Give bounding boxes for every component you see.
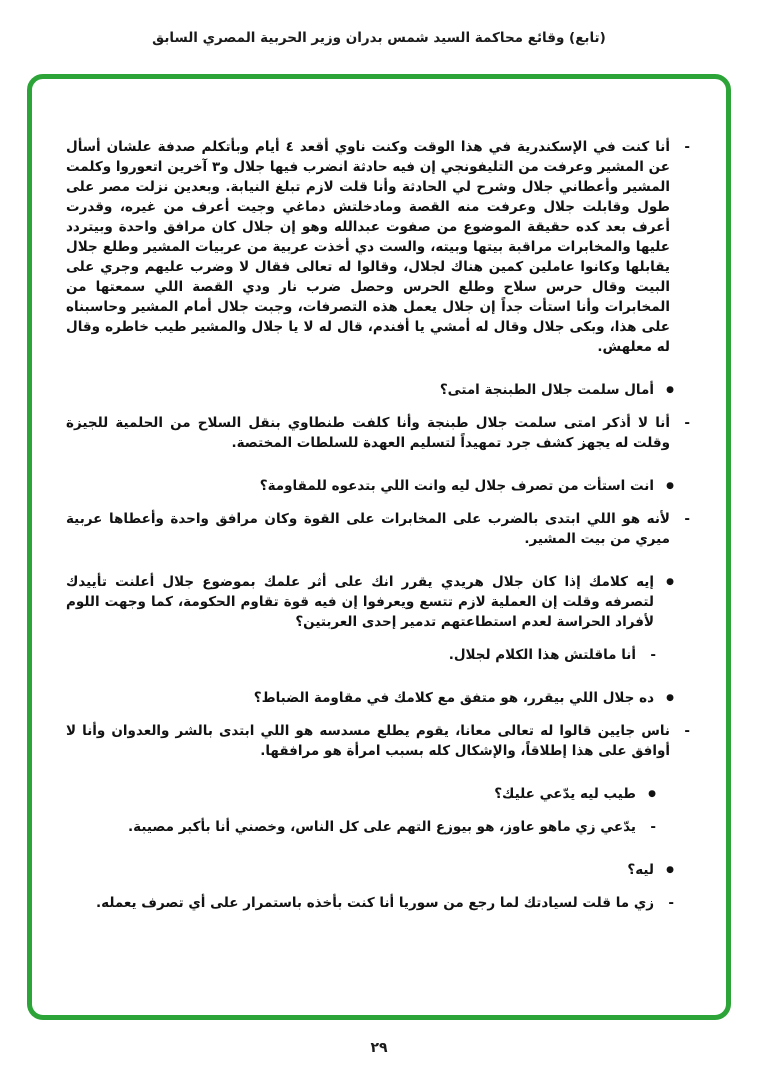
bullet-marker: ●: [666, 481, 674, 491]
question-item: [66, 380, 674, 400]
content-area: [66, 137, 690, 913]
block-text: لأنه هو اللي ابتدى بالضرب على المخابرات على القوة وكان مرافق واحدة وأعطاها عربية ميري من بيت المشير.: [66, 511, 670, 547]
dash-marker: -: [684, 139, 690, 155]
question-item: [66, 476, 674, 496]
bullet-marker: ●: [666, 385, 674, 395]
block-text: إيه كلامك إذا كان جلال هريدي يقرر انك على أثر علمك بموضوع جلال أعلنت تأييدك لتصرفه وقلت إن العملية لازم تتسع ويعرفوا إن فيه قوة تقاوم الحكومة، كما وجهت اللوم لأفراد الحراسة لعدم استطاعتهم تدمير إحدى العربتين؟: [66, 574, 654, 630]
page-header: (تابع) وقائع محاكمة السيد شمس بدران وزير الحربية المصري السابق: [152, 30, 606, 46]
dash-marker: -: [684, 415, 690, 431]
block-text: طيب ليه يدّعي عليك؟: [494, 786, 636, 802]
block-text: يدّعي زي ماهو عاوز، هو بيوزع التهم على كل الناس، وخصني أنا بأكبر مصيبة.: [128, 819, 636, 835]
bullet-marker: ●: [666, 693, 674, 703]
block-text: انت استأت من تصرف جلال ليه وانت اللي بتدعوه للمقاومة؟: [259, 478, 654, 494]
dash-marker: -: [684, 723, 690, 739]
question-item: [66, 784, 656, 804]
dash-marker: -: [650, 819, 656, 835]
dash-marker: -: [684, 511, 690, 527]
block-text: ليه؟: [627, 862, 654, 878]
question-item: [66, 572, 674, 632]
block-text: أنا لا أذكر امتى سلمت جلال طبنجة وأنا كلفت طنطاوي بنقل السلاح من الحلمية للجيزة وقلت له يجهز كشف جرد تمهيداً لتسليم العهدة للسلطات المختصة.: [66, 415, 670, 451]
answer-item: [66, 137, 690, 357]
answer-item: [66, 721, 690, 761]
block-text: زي ما قلت لسيادتك لما رجع من سوريا أنا كنت بأخذه باستمرار على أي تصرف يعمله.: [96, 895, 654, 911]
page-number: ٢٩: [370, 1040, 388, 1056]
answer-item: [66, 413, 690, 453]
answer-item: [66, 645, 656, 665]
answer-item: [66, 893, 674, 913]
dash-marker: -: [650, 647, 656, 663]
content-frame: [27, 74, 731, 1020]
block-text: ناس جايين قالوا له تعالى معانا، يقوم يطلع مسدسه هو اللي ابتدى بالشر والعدوان وأنا لا أوافق على هذا إطلاقاً، والإشكال كله بسبب امرأة هو مرافقها.: [66, 723, 670, 759]
block-text: أمال سلمت جلال الطبنجة امتى؟: [439, 382, 654, 398]
block-text: أنا ماقلتش هذا الكلام لجلال.: [448, 647, 636, 663]
block-text: ده جلال اللي بيقرر، هو متفق مع كلامك في مقاومة الضباط؟: [253, 690, 654, 706]
answer-item: [66, 509, 690, 549]
dash-marker: -: [668, 895, 674, 911]
question-item: [66, 860, 674, 880]
block-text: أنا كنت في الإسكندرية في هذا الوقت وكنت ناوي أقعد ٤ أيام وبأتكلم صدفة علشان أسأل عن المشير وعرفت من التليفونجي إن فيه حادثة انضرب فيها جلال و٣ آخرين اتعوروا وكلمت المشير وأعطاني جلال وشرح لي الحادثة وأنا قلت لازم تبلغ النيابة. وبعدين نزلت مصر على طول وقابلت جلال وعرفت منه القصة ومادخلتش دماغي وجيت أعرف من غيره، وقدرت أعرف بعد كده حقيقة الموضوع من صفوت عبدالله وهو إن جلال كان مرافق واحدة وبيتردد عليها والمخابرات مراقبة بيتها وبيته، والست دي أخذت عربية من عربيات المشير وطلع جلال يقابلها وكانوا عاملين كمين هناك لجلال، وقالوا له تعالى فقال لا وضرب عليهم وجري على البيت وقال حرس سلاح وطلع الحرس وحصل ضرب نار ودي القصة اللي سمعتها من المخابرات وأنا استأت جداً إن جلال يعمل هذه التصرفات، وجبت جلال أمام المشير وحاسبناه على هذا، وبكى جلال وقال له أمشي يا أفندم، قال له لا يا جلال والمشير طيب خاطره وقال له معلهش.: [66, 139, 671, 355]
bullet-marker: ●: [666, 577, 674, 587]
bullet-marker: ●: [648, 789, 656, 799]
answer-item: [66, 817, 656, 837]
bullet-marker: ●: [666, 865, 674, 875]
question-item: [66, 688, 674, 708]
